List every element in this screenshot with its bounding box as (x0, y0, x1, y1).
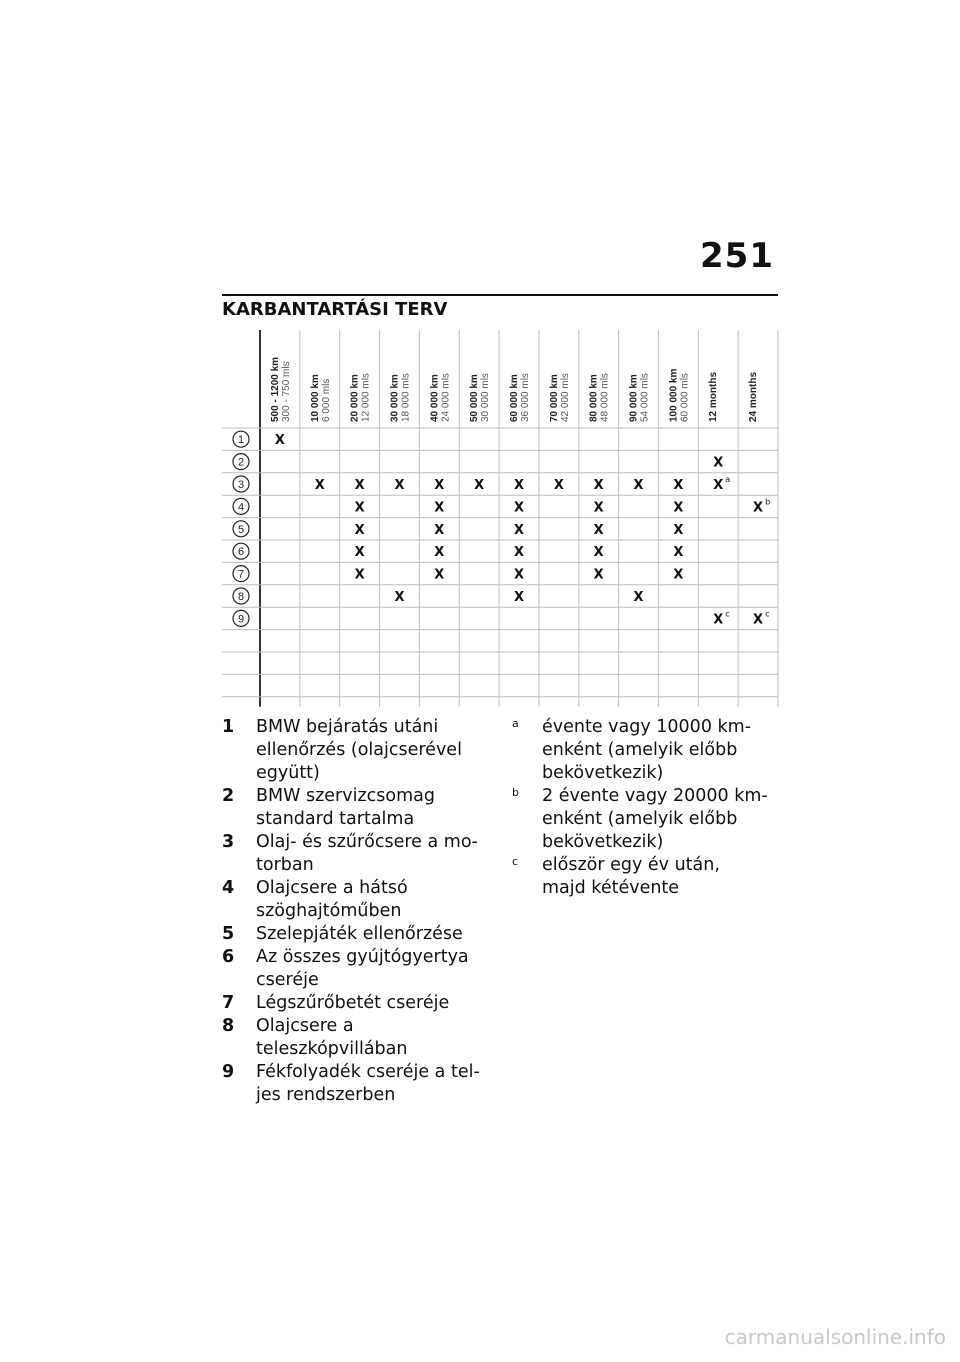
column-header-secondary: 300 - 750 mls (280, 361, 292, 422)
schedule-mark: X (753, 500, 764, 516)
legend-item (222, 831, 482, 877)
legend-item (222, 785, 482, 831)
legend-number: 3 (222, 832, 235, 852)
schedule-mark: X (633, 590, 644, 605)
schedule-mark: X (513, 590, 525, 605)
schedule-mark: X (673, 545, 684, 561)
footnote-item (512, 716, 768, 785)
legend-item (222, 923, 482, 946)
schedule-mark: X (553, 478, 564, 493)
row-number-label: 7 (237, 568, 245, 581)
schedule-mark-footnote: c (725, 609, 730, 619)
column-header-primary: 500 - 1200 km (269, 356, 281, 422)
schedule-mark: X (673, 500, 684, 516)
schedule-mark: X (513, 545, 525, 561)
column-header-primary: 12 months (708, 371, 720, 422)
column-header-secondary: 30 000 mls (480, 373, 492, 422)
legend-number: 7 (222, 993, 235, 1013)
schedule-mark-footnote: c (765, 609, 770, 619)
row-number-label: 9 (237, 613, 245, 626)
site-watermark: carmanualsonline.info (724, 1325, 946, 1349)
legend-list (222, 716, 482, 1107)
schedule-mark: X (673, 567, 684, 583)
legend-number: 8 (222, 1016, 235, 1036)
row-number-label: 2 (237, 456, 245, 469)
schedule-mark: X (673, 522, 684, 538)
schedule-mark: X (394, 590, 405, 605)
schedule-mark: X (394, 478, 405, 493)
row-number-label: 6 (237, 546, 245, 559)
page-number: 251 (700, 236, 774, 276)
legend-text: BMW bejáratás utáni ellenőrzés (olajcserével együtt) (256, 717, 462, 783)
legend-text: Olajcsere a teleszkópvillában (256, 1016, 408, 1059)
legend-number: 6 (222, 947, 235, 967)
schedule-mark: X (673, 478, 684, 493)
schedule-mark: X (434, 500, 445, 516)
footnote-mark: b (512, 786, 519, 799)
column-header-primary: 24 months (748, 371, 760, 422)
schedule-mark: X (513, 522, 525, 538)
footnote-mark: a (512, 717, 519, 730)
schedule-mark: X (434, 545, 445, 561)
column-header-secondary: 48 000 mls (599, 373, 611, 422)
schedule-mark: X (354, 478, 365, 493)
legend-text: Légszűrőbetét cseréje (256, 993, 450, 1013)
legend-text: BMW szervizcsomag standard tartalma (256, 786, 435, 829)
schedule-mark: X (274, 433, 285, 449)
legend-number: 9 (222, 1062, 235, 1082)
footnote-text: először egy év után, majd kétévente (542, 855, 720, 898)
legend-number: 1 (222, 717, 235, 737)
column-header-primary: 80 000 km (588, 374, 600, 422)
row-number-label: 8 (237, 591, 245, 603)
schedule-mark: X (713, 612, 724, 628)
legend-text: Szelepjáték ellenőrzése (256, 924, 463, 944)
column-header-primary: 40 000 km (429, 374, 441, 422)
column-header-secondary: 6 000 mls (320, 378, 332, 422)
row-number-label: 5 (237, 523, 245, 536)
legend-item (222, 716, 482, 785)
footnote-item (512, 785, 768, 854)
legend-item (222, 946, 482, 992)
column-header-primary: 100 000 km (668, 368, 680, 422)
schedule-mark: X (713, 455, 724, 471)
column-header-secondary: 54 000 mls (639, 373, 651, 422)
schedule-mark: X (753, 612, 764, 628)
footnote-mark: c (512, 855, 519, 868)
column-header-primary: 60 000 km (509, 374, 520, 422)
legend-item (222, 992, 482, 1015)
column-header-secondary: 36 000 mls (520, 373, 531, 422)
legend-item (222, 1061, 482, 1107)
schedule-mark: X (593, 500, 604, 516)
column-header-primary: 20 000 km (349, 374, 361, 422)
schedule-mark: X (593, 545, 604, 561)
legend-item (222, 877, 482, 923)
schedule-mark: X (354, 545, 365, 561)
legend-item (222, 1015, 482, 1061)
column-header-primary: 30 000 km (389, 374, 401, 422)
legend-text: Fékfolyadék cseréje a teljes rendszerben (256, 1062, 480, 1105)
schedule-mark: X (474, 478, 485, 493)
schedule-mark: X (513, 567, 525, 583)
legend-text: Olajcsere a hátsó szöghajtóműben (256, 878, 408, 921)
schedule-mark: X (434, 522, 445, 538)
row-number-label: 3 (237, 479, 245, 491)
schedule-mark: X (434, 478, 445, 493)
schedule-mark: X (354, 522, 365, 538)
schedule-mark: X (713, 478, 724, 493)
legend-number: 4 (222, 878, 235, 898)
schedule-mark: X (434, 567, 445, 583)
schedule-mark: X (314, 478, 325, 493)
legend-text: Az összes gyújtógyertya cseréje (256, 947, 469, 990)
schedule-mark: X (513, 478, 525, 493)
schedule-mark: X (513, 500, 525, 516)
schedule-mark-footnote: b (765, 497, 771, 507)
footnote-text: évente vagy 10000 km-enként (amelyik előbb bekövetkezik) (542, 717, 752, 783)
column-header-primary: 10 000 km (309, 374, 321, 422)
schedule-mark: X (354, 500, 365, 516)
column-header-primary: 70 000 km (548, 374, 560, 422)
row-number-label: 4 (237, 501, 245, 514)
column-header-primary: 90 000 km (628, 374, 640, 422)
column-header-secondary: 18 000 mls (400, 373, 412, 422)
legend-text: Olaj- és szűrőcsere a motorban (256, 832, 478, 875)
legend-number: 2 (222, 786, 235, 806)
schedule-mark-footnote: a (725, 475, 731, 484)
schedule-mark: X (593, 522, 604, 538)
footnote-item (512, 854, 768, 900)
page-title: KARBANTARTÁSI TERV (222, 299, 448, 320)
schedule-mark: X (593, 567, 604, 583)
column-header-secondary: 42 000 mls (559, 373, 571, 422)
footnote-text: 2 évente vagy 20000 km-enként (amelyik előbb bekövetkezik) (542, 786, 768, 852)
footnote-list (512, 716, 768, 900)
column-header-secondary: 24 000 mls (440, 373, 452, 422)
schedule-mark: X (593, 478, 604, 493)
column-header-secondary: 12 000 mls (360, 373, 372, 422)
row-number-label: 1 (237, 434, 245, 447)
column-header-secondary: 60 000 mls (679, 373, 691, 422)
schedule-mark: X (633, 478, 644, 493)
column-header-primary: 50 000 km (469, 374, 481, 422)
schedule-mark: X (354, 567, 365, 583)
legend-number: 5 (222, 924, 235, 944)
